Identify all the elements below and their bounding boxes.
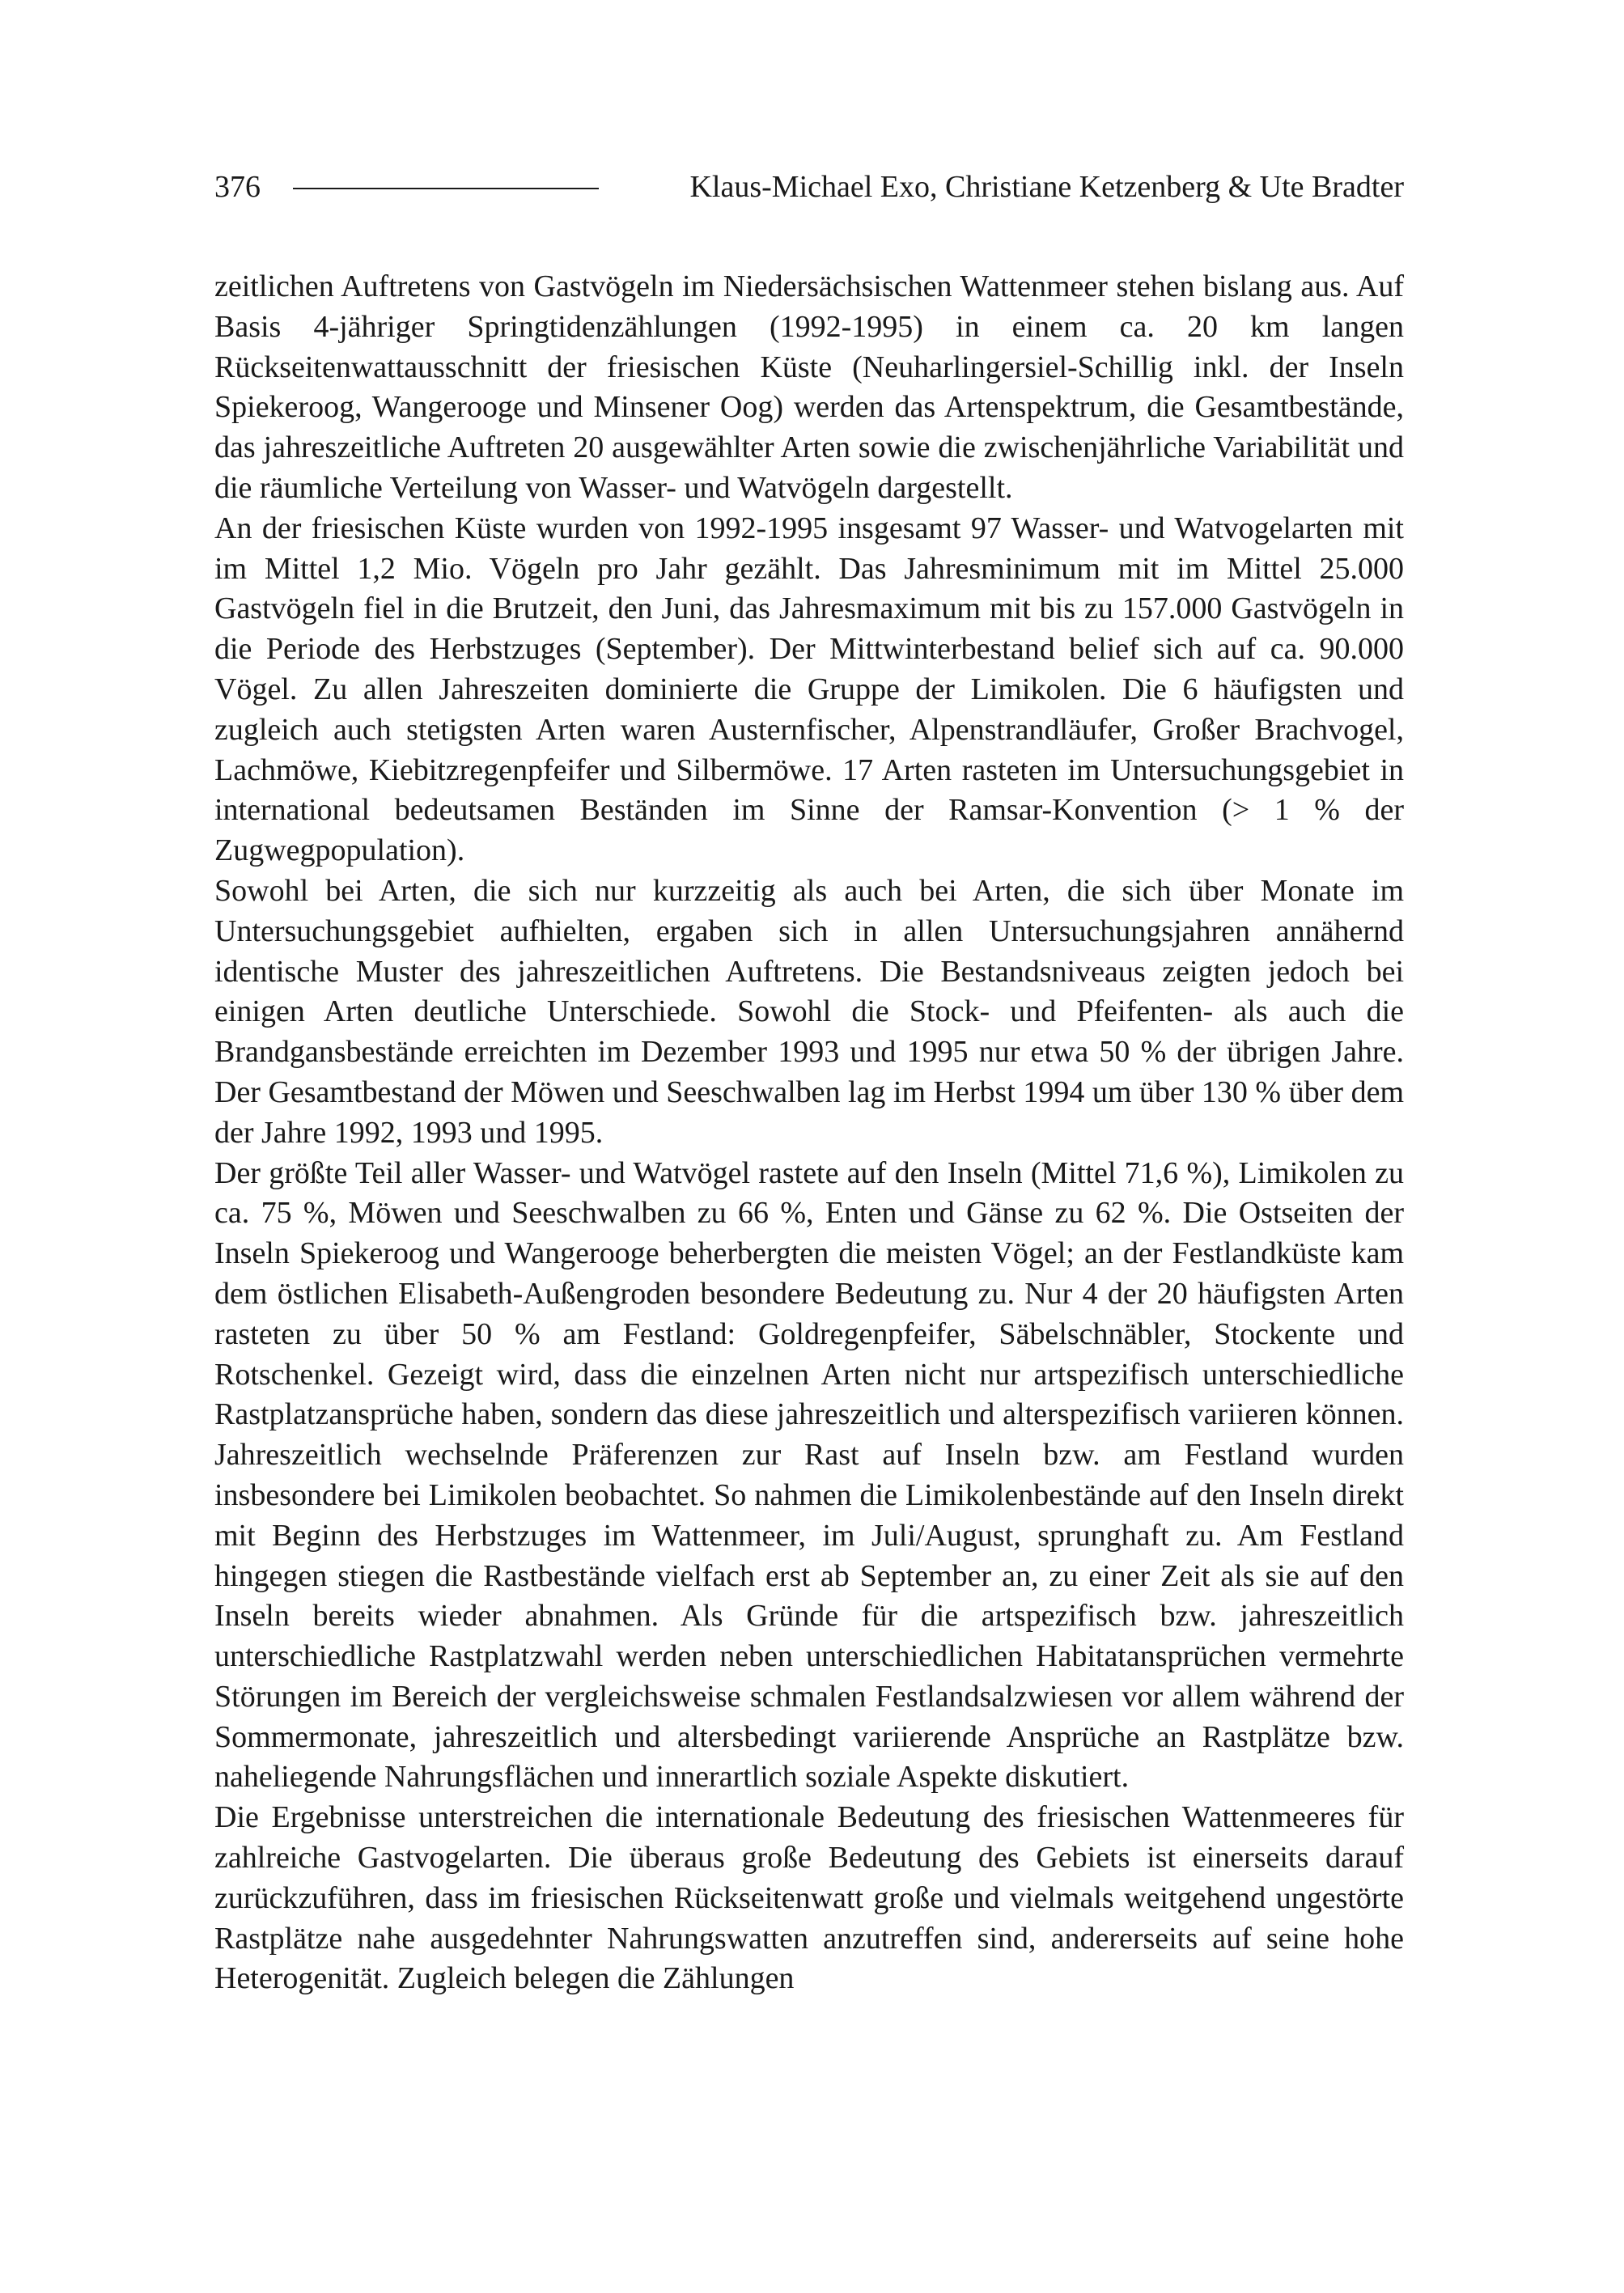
running-title: Klaus-Michael Exo, Christiane Ketzenberg & Ute Bradter xyxy=(689,170,1404,204)
paragraph-5: Die Ergebnisse unterstreichen die internationale Bedeutung des friesischen Wattenmeeres für zahlreiche Gastvogelarten. Die überaus große Bedeutung des Gebiets ist einerseits darauf zurückzuführen, dass im friesischen Rückseitenwatt große und vielmals weitgehend ungestörte Rastplätze nahe ausgedehnter Nahrungswatten anzutreffen sind, andererseits auf seine hohe Heterogenität. Zugleich belegen die Zählungen xyxy=(214,1800,1404,1996)
paragraph-4: Der größte Teil aller Wasser- und Watvögel rastete auf den Inseln (Mittel 71,6 %), Limikolen zu ca. 75 %, Möwen und Seeschwalben zu 66 %, Enten und Gänse zu 62 %. Die Ostseiten der Inseln Spiekeroog und Wangerooge beherbergten die meisten Vögel; an der Festlandküste kam dem östlichen Elisabeth-Außengroden besondere Bedeutung zu. Nur 4 der 20 häufigsten Arten rasteten zu über 50 % am Festland: Goldregenpfeifer, Säbelschnäbler, Stockente und Rotschenkel. Gezeigt wird, dass die einzelnen Arten nicht nur artspezifisch unterschiedliche Rastplatzansprüche haben, sondern das diese jahreszeitlich und alterspezifisch variieren können. Jahreszeitlich wechselnde Präferenzen zur Rast auf Inseln bzw. am Festland wurden insbesondere bei Limikolen beobachtet. So nahmen die Limikolenbestände auf den Inseln direkt mit Beginn des Herbstzuges im Wattenmeer, im Juli/August, sprunghaft zu. Am Festland hingegen stiegen die Rastbestände vielfach erst ab September an, zu einer Zeit als sie auf den Inseln bereits wieder abnahmen. Als Gründe für die artspezifisch bzw. jahreszeitlich unterschiedliche Rastplatzwahl werden neben unterschiedlichen Habitatansprüchen vermehrte Störungen im Bereich der vergleichsweise schmalen Festlandsalzwiesen vor allem während der Sommermonate, jahreszeitlich und altersbedingt variierende Ansprüche an Rastplätze bzw. naheliegende Nahrungsflächen und innerartlich soziale Aspekte diskutiert. xyxy=(214,1155,1404,1795)
paragraph-3: Sowohl bei Arten, die sich nur kurzzeitig als auch bei Arten, die sich über Monate im Untersuchungsgebiet aufhielten, ergaben sich in allen Untersuchungsjahren annähernd identische Muster des jahreszeitlichen Auftretens. Die Bestandsniveaus zeigten jedoch bei einigen Arten deutliche Unterschiede. Sowohl die Stock- und Pfeifenten- als auch die Brandgansbestände erreichten im Dezember 1993 und 1995 nur etwa 50 % der übrigen Jahre. Der Gesamtbestand der Möwen und Seeschwalben lag im Herbst 1994 um über 130 % über dem der Jahre 1992, 1993 und 1995. xyxy=(214,873,1405,1150)
header-rule xyxy=(293,188,599,189)
page-number: 376 xyxy=(214,170,261,204)
page-header xyxy=(214,164,1404,210)
paragraph-2: An der friesischen Küste wurden von 1992-1995 insgesamt 97 Wasser- und Watvogelarten mit im Mittel 1,2 Mio. Vögeln pro Jahr gezählt. Das Jahresminimum mit im Mittel 25.000 Gastvögeln fiel in die Brutzeit, den Juni, das Jahresmaximum mit bis zu 157.000 Gastvögeln in die Periode des Herbstzuges (September). Der Mittwinterbestand belief sich auf ca. 90.000 Vögel. Zu allen Jahreszeiten dominierte die Gruppe der Limikolen. Die 6 häufigsten und zugleich auch stetigsten Arten waren Austernfischer, Alpenstrandläufer, Großer Brachvogel, Lachmöwe, Kiebitzregenpfeifer und Silbermöwe. 17 Arten rasteten im Untersuchungsgebiet in international bedeutsamen Beständen im Sinne der Ramsar-Konvention (> 1 % der Zugwegpopulation). xyxy=(214,511,1404,868)
body-text xyxy=(214,267,1404,1999)
paragraph-1: zeitlichen Auftretens von Gastvögeln im Niedersächsischen Wattenmeer stehen bislang aus. Auf Basis 4-jähriger Springtidenzählungen (1992-1995) in einem ca. 20 km langen Rückseitenwattausschnitt der friesischen Küste (Neuharlingersiel-Schillig inkl. der Inseln Spiekeroog, Wangerooge und Minsener Oog) werden das Artenspektrum, die Gesamtbestände, das jahreszeitliche Auftreten 20 ausgewählter Arten sowie die zwischenjährliche Variabilität und die räumliche Verteilung von Wasser- und Watvögeln dargestellt. xyxy=(214,269,1404,505)
